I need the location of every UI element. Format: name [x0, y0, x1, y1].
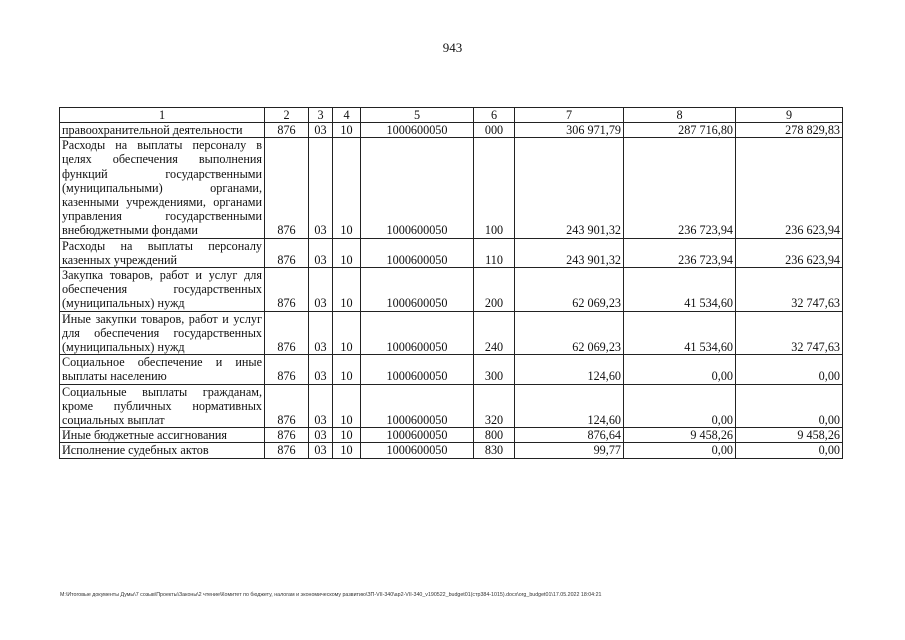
cell-expense-type: 100 — [474, 138, 515, 238]
cell-ministry-code: 876 — [265, 238, 309, 267]
cell-expense-type: 800 — [474, 428, 515, 443]
cell-amount-2: 9 458,26 — [624, 428, 736, 443]
cell-amount-3: 236 623,94 — [736, 138, 843, 238]
cell-section: 03 — [309, 268, 333, 312]
cell-subsection: 10 — [333, 355, 361, 384]
cell-expense-type: 200 — [474, 268, 515, 312]
cell-target-article: 1000600050 — [361, 268, 474, 312]
cell-target-article: 1000600050 — [361, 138, 474, 238]
cell-expense-type: 320 — [474, 384, 515, 428]
cell-target-article: 1000600050 — [361, 311, 474, 355]
cell-amount-1: 876,64 — [515, 428, 624, 443]
column-header: 8 — [624, 108, 736, 123]
cell-target-article: 1000600050 — [361, 443, 474, 458]
cell-amount-1: 124,60 — [515, 384, 624, 428]
cell-amount-2: 41 534,60 — [624, 311, 736, 355]
cell-subsection: 10 — [333, 238, 361, 267]
cell-subsection: 10 — [333, 384, 361, 428]
cell-target-article: 1000600050 — [361, 238, 474, 267]
cell-amount-2: 287 716,80 — [624, 123, 736, 138]
table-row — [60, 311, 843, 355]
cell-target-article: 1000600050 — [361, 123, 474, 138]
cell-amount-1: 243 901,32 — [515, 238, 624, 267]
column-header: 2 — [265, 108, 309, 123]
table-row — [60, 123, 843, 138]
column-header: 3 — [309, 108, 333, 123]
cell-ministry-code: 876 — [265, 355, 309, 384]
cell-amount-3: 0,00 — [736, 384, 843, 428]
cell-subsection: 10 — [333, 443, 361, 458]
cell-amount-1: 99,77 — [515, 443, 624, 458]
cell-subsection: 10 — [333, 138, 361, 238]
cell-target-article: 1000600050 — [361, 384, 474, 428]
cell-section: 03 — [309, 428, 333, 443]
cell-expense-type: 240 — [474, 311, 515, 355]
table-header-row — [60, 108, 843, 123]
cell-ministry-code: 876 — [265, 268, 309, 312]
cell-subsection: 10 — [333, 428, 361, 443]
row-name: правоохранительной деятельности — [60, 123, 265, 138]
cell-target-article: 1000600050 — [361, 355, 474, 384]
cell-amount-1: 306 971,79 — [515, 123, 624, 138]
table-row — [60, 268, 843, 312]
row-name: Социальное обеспечение и иные выплаты населению — [60, 355, 265, 384]
table-row — [60, 238, 843, 267]
column-header: 5 — [361, 108, 474, 123]
column-header: 1 — [60, 108, 265, 123]
table-row — [60, 355, 843, 384]
cell-section: 03 — [309, 384, 333, 428]
cell-amount-1: 243 901,32 — [515, 138, 624, 238]
cell-amount-3: 9 458,26 — [736, 428, 843, 443]
cell-amount-2: 0,00 — [624, 384, 736, 428]
document-file-path: M:\Итоговые документы Думы\7 созыв\Проекты\Законы\2 чтение\Комитет по бюджету, налогам и экономическому развитию\ЗП-VII-340\ap2-VII-340_v190522_budget01(стр384-1015).docx\org_budget01\17.05.2022 18:04:21 — [60, 592, 602, 598]
row-name: Расходы на выплаты персоналу в целях обеспечения выполнения функций государственными (муниципальными) органами, казенными учреждениями, органами управления государственными внебюджетными фондами — [60, 138, 265, 238]
cell-ministry-code: 876 — [265, 311, 309, 355]
cell-amount-1: 62 069,23 — [515, 268, 624, 312]
cell-expense-type: 830 — [474, 443, 515, 458]
cell-section: 03 — [309, 355, 333, 384]
cell-expense-type: 000 — [474, 123, 515, 138]
cell-amount-1: 124,60 — [515, 355, 624, 384]
cell-amount-3: 0,00 — [736, 355, 843, 384]
cell-amount-2: 41 534,60 — [624, 268, 736, 312]
cell-section: 03 — [309, 443, 333, 458]
cell-section: 03 — [309, 138, 333, 238]
row-name: Исполнение судебных актов — [60, 443, 265, 458]
cell-ministry-code: 876 — [265, 384, 309, 428]
cell-amount-3: 32 747,63 — [736, 311, 843, 355]
cell-subsection: 10 — [333, 268, 361, 312]
column-header: 6 — [474, 108, 515, 123]
cell-target-article: 1000600050 — [361, 428, 474, 443]
row-name: Иные закупки товаров, работ и услуг для обеспечения государственных (муниципальных) нужд — [60, 311, 265, 355]
table-row — [60, 138, 843, 238]
row-name: Иные бюджетные ассигнования — [60, 428, 265, 443]
cell-ministry-code: 876 — [265, 428, 309, 443]
row-name: Социальные выплаты гражданам, кроме публичных нормативных социальных выплат — [60, 384, 265, 428]
cell-amount-2: 236 723,94 — [624, 238, 736, 267]
cell-expense-type: 300 — [474, 355, 515, 384]
row-name: Закупка товаров, работ и услуг для обеспечения государственных (муниципальных) нужд — [60, 268, 265, 312]
cell-amount-3: 236 623,94 — [736, 238, 843, 267]
cell-ministry-code: 876 — [265, 138, 309, 238]
column-header: 9 — [736, 108, 843, 123]
cell-section: 03 — [309, 238, 333, 267]
column-header: 4 — [333, 108, 361, 123]
table-row — [60, 384, 843, 428]
cell-expense-type: 110 — [474, 238, 515, 267]
cell-section: 03 — [309, 123, 333, 138]
cell-amount-3: 0,00 — [736, 443, 843, 458]
cell-amount-2: 0,00 — [624, 355, 736, 384]
cell-ministry-code: 876 — [265, 123, 309, 138]
cell-amount-3: 32 747,63 — [736, 268, 843, 312]
cell-subsection: 10 — [333, 311, 361, 355]
cell-amount-1: 62 069,23 — [515, 311, 624, 355]
table-row — [60, 428, 843, 443]
table-row — [60, 443, 843, 458]
cell-subsection: 10 — [333, 123, 361, 138]
column-header: 7 — [515, 108, 624, 123]
cell-section: 03 — [309, 311, 333, 355]
budget-table — [59, 107, 843, 459]
cell-amount-2: 236 723,94 — [624, 138, 736, 238]
cell-ministry-code: 876 — [265, 443, 309, 458]
page-number: 943 — [442, 40, 463, 55]
row-name: Расходы на выплаты персоналу казенных учреждений — [60, 238, 265, 267]
cell-amount-2: 0,00 — [624, 443, 736, 458]
cell-amount-3: 278 829,83 — [736, 123, 843, 138]
